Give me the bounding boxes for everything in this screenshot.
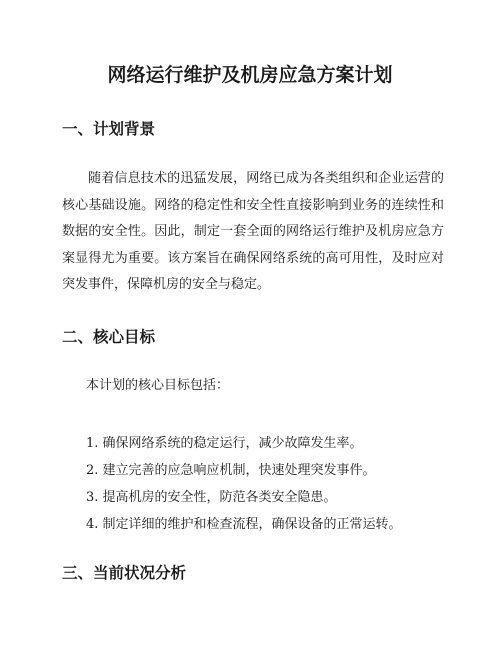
list-item: 1. 确保网络系统的稳定运行，减少故障发生率。	[86, 436, 363, 451]
document-title: 网络运行维护及机房应急方案计划	[107, 64, 393, 86]
section-heading-core-goals: 二、核心目标	[62, 328, 156, 346]
core-goals-lead-text: 本计划的核心目标包括：	[86, 378, 230, 393]
list-item: 2. 建立完善的应急响应机制，快速处理突发事件。	[86, 463, 376, 478]
list-item: 3. 提高机房的安全性，防范各类安全隐患。	[86, 490, 337, 505]
background-paragraph: 随着信息技术的迅猛发展，网络已成为各类组织和企业运营的核心基础设施。网络的稳定性和安全性直接影响到业务的连续性和数据的安全性。因此，制定一套全面的网络运行维护及机房应急方案显得尤为重要。该方案旨在确保网络系统的高可用性，及时应对突发事件，保障机房的安全与稳定。	[62, 171, 444, 293]
core-goals-list	[86, 430, 402, 538]
section-heading-current-status: 三、当前状况分析	[62, 564, 187, 582]
list-item: 4. 制定详细的维护和检查流程，确保设备的正常运转。	[86, 517, 402, 532]
section-heading-background: 一、计划背景	[62, 120, 156, 138]
